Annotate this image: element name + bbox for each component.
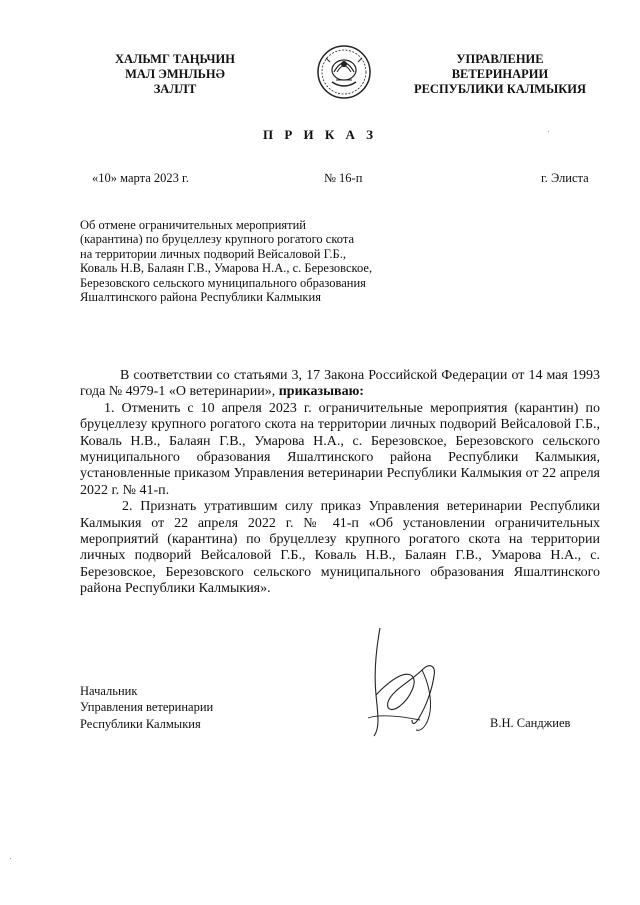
intro-bold-text: приказываю: <box>278 384 364 400</box>
header-left-line: МАЛ ЭМНЛЬНӘ <box>125 67 225 81</box>
subject-line: Березовского сельского муниципального образования <box>80 275 366 290</box>
position-line: Начальник <box>80 684 138 698</box>
header-right-line: УПРАВЛЕНИЕ <box>456 52 544 66</box>
scan-speck <box>10 858 11 859</box>
signature-position <box>80 683 213 732</box>
header-left-org <box>100 52 250 97</box>
header-right-line: ВЕТЕРИНАРИИ <box>451 67 549 81</box>
header-right-org <box>400 52 600 97</box>
order-body <box>80 368 600 598</box>
intro-paragraph <box>80 368 600 401</box>
header-left-line: ХАЛЬМГ ТАҢЬЧИН <box>115 52 235 66</box>
handwritten-signature <box>350 620 470 740</box>
position-line: Республики Калмыкия <box>80 716 201 731</box>
header-left-line: ЗАЛЛТ <box>153 82 197 96</box>
subject-line: (карантина) по бруцеллезу крупного рогатого скота <box>80 232 355 247</box>
signer-name: В.Н. Санджиев <box>490 716 571 730</box>
order-number: № 16-п <box>324 171 363 185</box>
subject-line: Об отмене ограничительных мероприятий <box>80 218 307 232</box>
header-right-line: РЕСПУБЛИКИ КАЛМЫКИЯ <box>413 82 587 96</box>
item-1-paragraph: 1. Отменить с 10 апреля 2023 г. ограничительные мероприятия (карантин) по бруцеллезу крупного рогатого скота на территории личных подворий Вейсаловой Г.Б., Коваль Н.В., Балаян Г.В., Умарова Н.А., с. Березовское, Березовского сельского муниципального образования Яшалтинского района Республики Калмыкия, установленные приказом Управления ветеринарии Республики Калмыкия от 22 апреля 2022 г. № 41-п. <box>80 400 600 498</box>
intro-text: В соответствии со статьями 3, 17 Закона Российской Федерации от 14 мая 1993 года № 4979-1 «О ветеринарии», <box>80 368 600 400</box>
order-subject <box>80 218 480 304</box>
order-city: г. Элиста <box>541 171 589 185</box>
subject-line: Коваль Н.В, Балаян Г.В., Умарова Н.А., с. Березовское, <box>80 261 373 276</box>
scan-speck <box>548 131 549 132</box>
document-title: П Р И К А З <box>262 127 378 142</box>
subject-line: Яшалтинского района Республики Калмыкия <box>80 290 321 305</box>
item-2-paragraph: 2. Признать утратившим силу приказ Управления ветеринарии Республики Калмыкия от 22 апреля 2022 г. № 41-п «Об установлении ограничительных мероприятий (карантина) по бруцеллезу крупного рогатого скота на территории личных подворий Вейсаловой Г.Б., Коваль Н.В., Балаян Г.В., Умарова Н.А., с. Березовское, Березовского сельского муниципального образования Яшалтинского района Республики Калмыкия». <box>80 499 600 597</box>
subject-line: на территории личных подворий Вейсаловой Г.Б., <box>80 246 346 261</box>
position-line: Управления ветеринарии <box>80 700 214 715</box>
order-date: «10» марта 2023 г. <box>92 171 189 185</box>
coat-of-arms-emblem <box>314 44 374 100</box>
